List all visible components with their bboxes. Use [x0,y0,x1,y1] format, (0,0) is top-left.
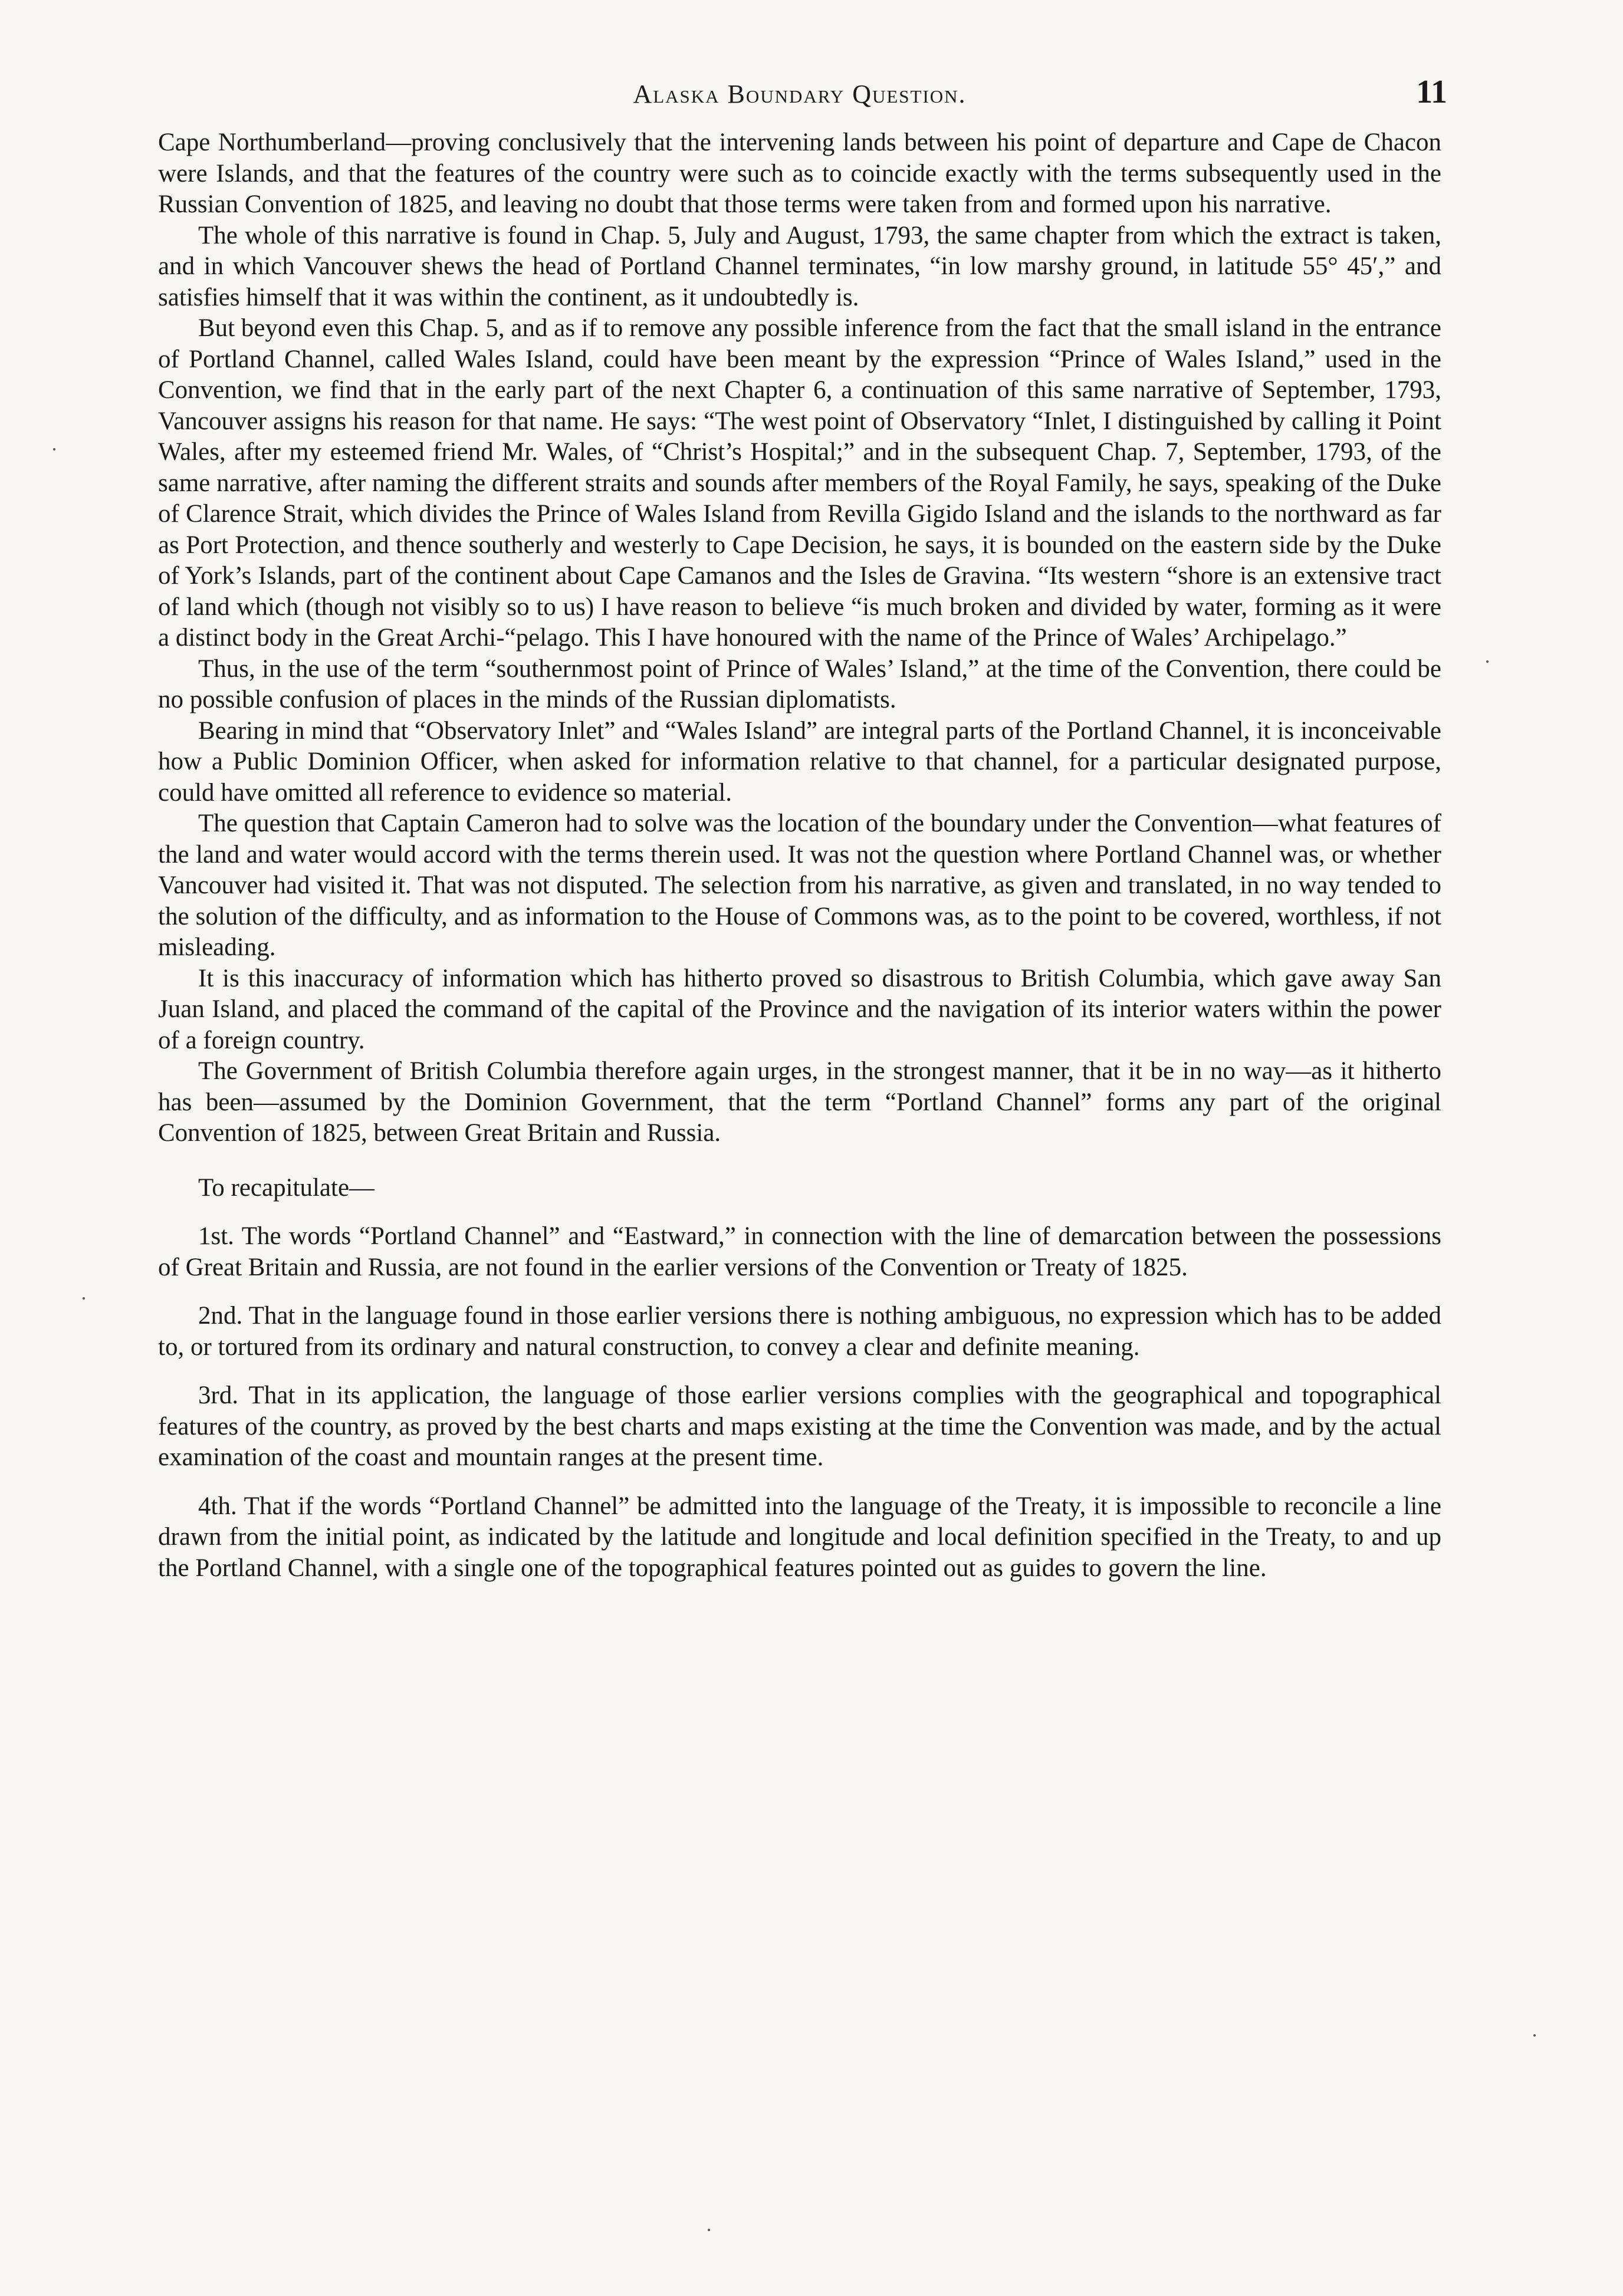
page-number: 11 [1416,74,1447,110]
paragraph: Thus, in the use of the term “southernmost point of Prince of Wales’ Island,” at the time of the Convention, there could be no possible confusion of places in the minds of the Russian diplomatists. [158,654,1441,713]
body-text [158,127,1441,1584]
scan-speck [708,2229,710,2231]
scan-speck [83,1297,85,1300]
paragraph: The whole of this narrative is found in Chap. 5, July and August, 1793, the same chapter from which the extract is taken, and in which Vancouver shews the head of Portland Channel terminates, “in low marshy ground, in latitude 55° 45′,” and satisfies himself that it was within the continent, as it undoubtedly is. [158,221,1441,311]
paragraph: Cape Northumberland—proving conclusively that the intervening lands between his point of departure and Cape de Chacon were Islands, and that the features of the country were such as to coincide exactly with the terms subsequently used in the Russian Convention of 1825, and leaving no doubt that those terms were taken from and formed upon his narrative. [158,129,1441,218]
paragraph: Bearing in mind that “Observatory Inlet” and “Wales Island” are integral parts of the Portland Channel, it is inconceivable how a Public Dominion Officer, when asked for information relative to that channel, for a particular designated purpose, could have omitted all reference to evidence so material. [158,716,1441,807]
document-page [158,71,1447,1584]
recapitulate-heading: To recapitulate— [198,1173,375,1202]
paragraph: It is this inaccuracy of information which has hitherto proved so disastrous to British Columbia, which gave away San Juan Island, and placed the command of the capital of the Province and the navigation of its interior waters within the power of a foreign country. [158,964,1441,1054]
scan-speck [53,448,55,450]
running-title: Alaska Boundary Question. [633,80,967,108]
paragraph: The Government of British Columbia therefore again urges, in the strongest manner, that it be in no way—as it hitherto has been—assumed by the Dominion Government, that the term “Portland Channel” forms any part of the original Convention of 1825, between Great Britain and Russia. [158,1057,1441,1147]
scan-speck [1533,2034,1536,2037]
scan-speck [1486,660,1489,663]
page-header [158,71,1447,127]
recap-point: 1st. The words “Portland Channel” and “Eastward,” in connection with the line of demarcation between the possessions of Great Britain and Russia, are not found in the earlier versions of the Convention or Treaty of 1825. [158,1222,1441,1281]
recap-point: 2nd. That in the language found in those earlier versions there is nothing ambiguous, no expression which has to be added to, or tortured from its ordinary and natural construction, to convey a clear and definite meaning. [158,1302,1441,1361]
paragraph: The question that Captain Cameron had to solve was the location of the boundary under the Convention—what features of the land and water would accord with the terms therein used. It was not the question where Portland Channel was, or whether Vancouver had visited it. That was not disputed. The selection from his narrative, as given and translated, in no way tended to the solution of the difficulty, and as information to the House of Commons was, as to the point to be covered, worthless, if not misleading. [158,810,1441,961]
recap-point: 4th. That if the words “Portland Channel” be admitted into the language of the Treaty, it is impossible to reconcile a line drawn from the initial point, as indicated by the latitude and longitude and local definition specified in the Treaty, to and up the Portland Channel, with a single one of the topographical features pointed out as guides to govern the line. [158,1492,1441,1582]
paragraph: But beyond even this Chap. 5, and as if to remove any possible inference from the fact that the small island in the entrance of Portland Channel, called Wales Island, could have been meant by the expression “Prince of Wales Island,” used in the Convention, we find that in the early part of the next Chapter 6, a continuation of this same narrative of September, 1793, Vancouver assigns his reason for that name. He says: “The west point of Observatory “Inlet, I distinguished by calling it Point Wales, after my esteemed friend Mr. Wales, of “Christ’s Hospital;” and in the subsequent Chap. 7, September, 1793, of the same narrative, after naming the different straits and sounds after members of the Royal Family, he says, speaking of the Duke of Clarence Strait, which divides the Prince of Wales Island from Revilla Gigido Island and the islands to the northward as far as Port Protection, and thence southerly and westerly to Cape Decision, he says, it is bounded on the eastern side by the Duke of York’s Islands, part of the continent about Cape Camanos and the Isles de Gravina. “Its western “shore is an extensive tract of land which (though not visibly so to us) I have reason to believe “is much broken and divided by water, forming as it were a distinct body in the Great Archi-“pelago. This I have honoured with the name of the Prince of Wales’ Archipelago.” [158,314,1441,652]
recap-point: 3rd. That in its application, the language of those earlier versions complies with the geographical and topographical features of the country, as proved by the best charts and maps existing at the time the Convention was made, and by the actual examination of the coast and mountain ranges at the present time. [158,1381,1441,1471]
